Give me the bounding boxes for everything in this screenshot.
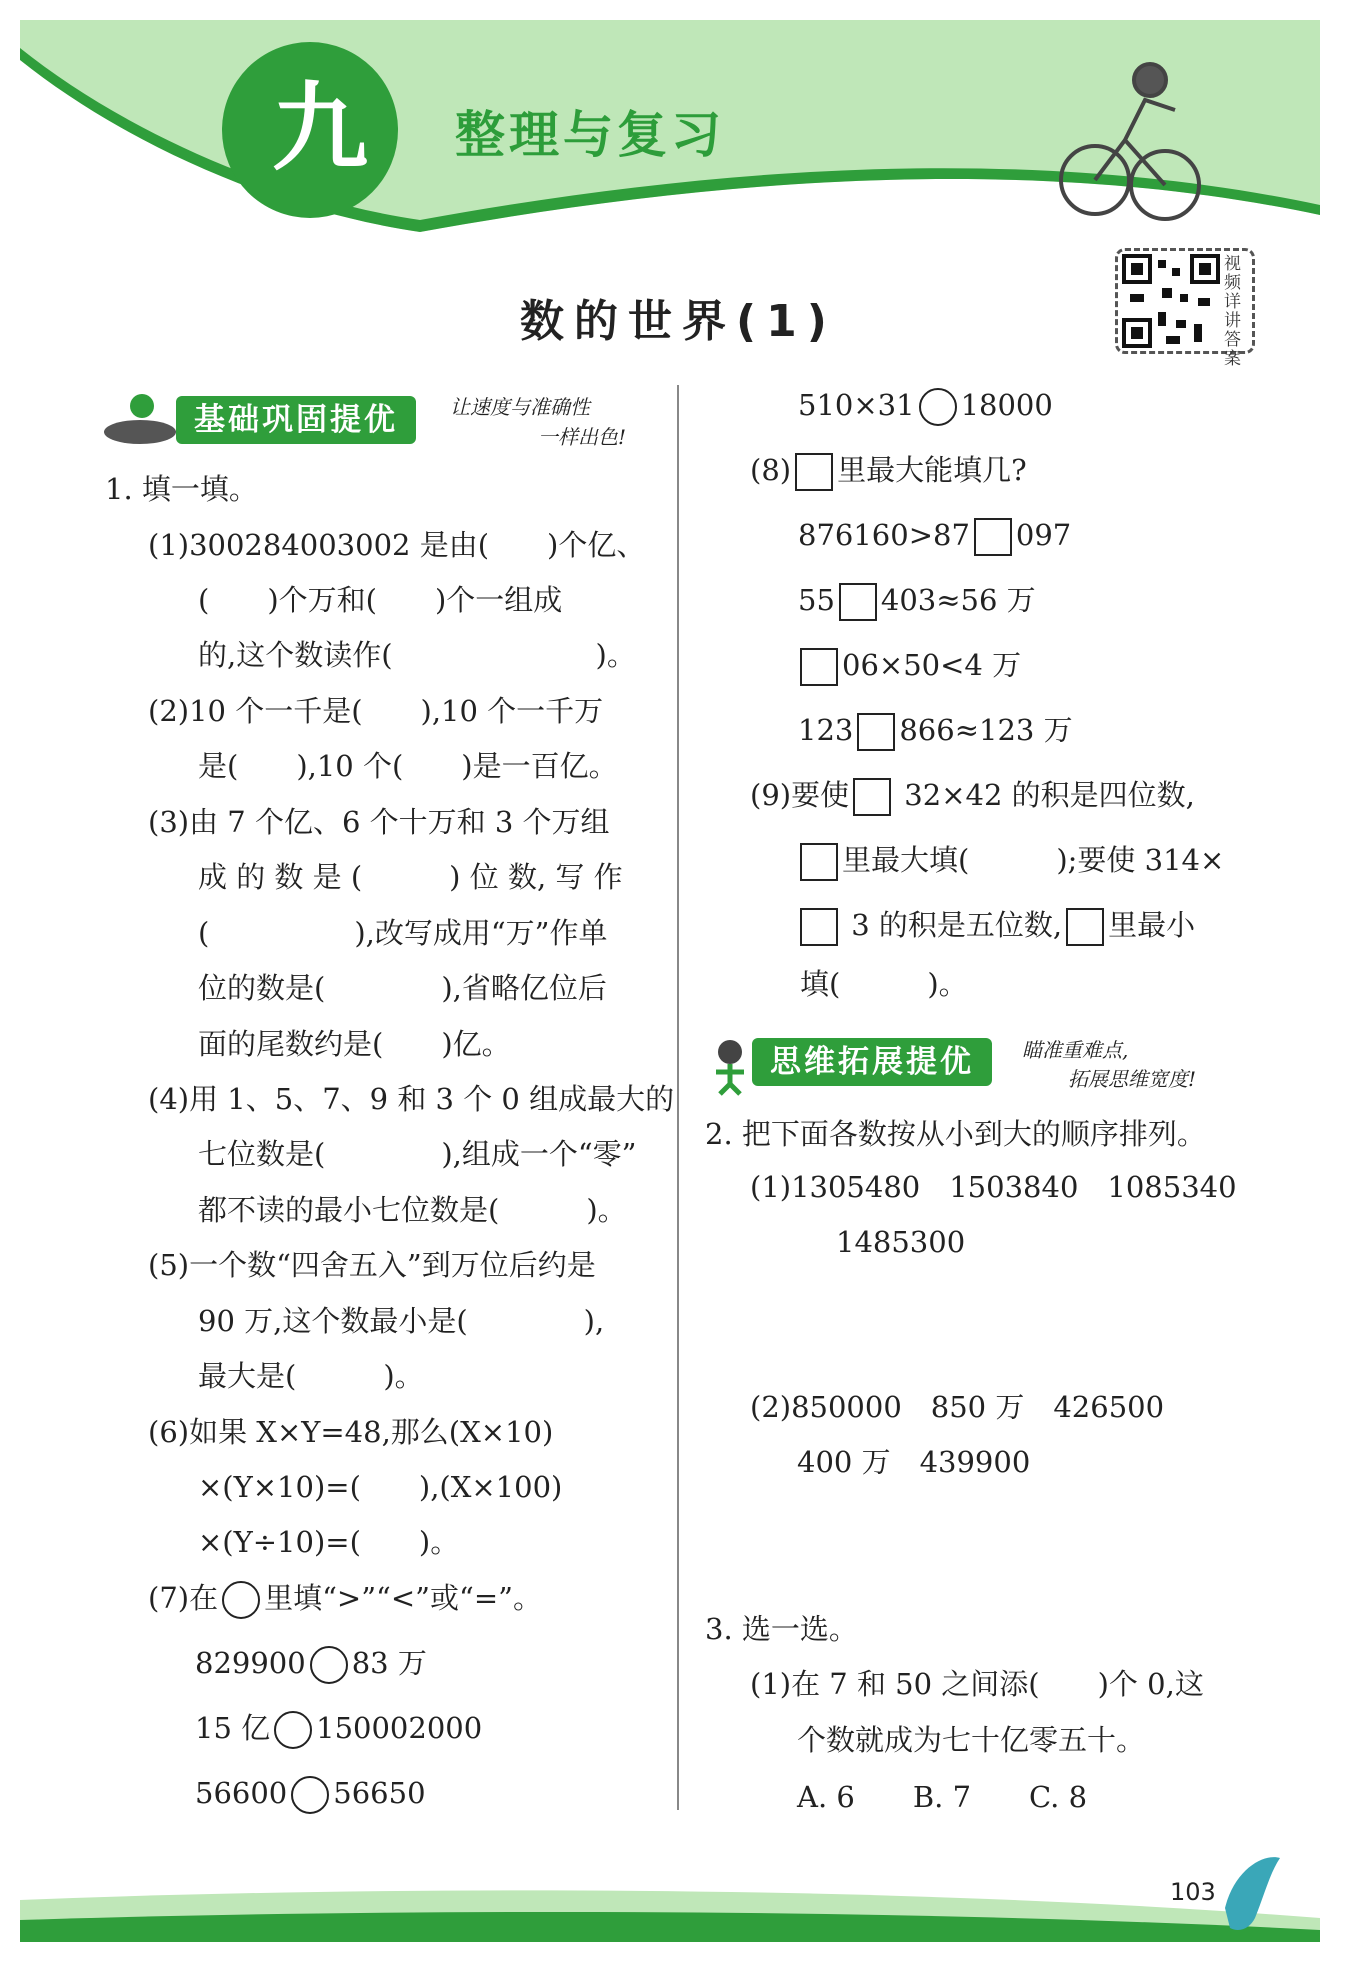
answer-box[interactable] [853, 778, 891, 816]
answer-circle[interactable] [310, 1646, 348, 1684]
chapter-title: 整理与复习 [455, 106, 725, 164]
section-note-extend-2: 拓展思维宽度! [1068, 1067, 1197, 1091]
q2-line: 1485300 [836, 1225, 966, 1259]
section-badge-basic: 基础巩固提优 [176, 396, 416, 444]
q7-prefix: (7)在 [148, 1581, 219, 1615]
answer-circle[interactable] [274, 1711, 312, 1749]
q9-line [796, 903, 1195, 947]
q1-line: 是( ),10 个( )是一百亿。 [198, 749, 618, 783]
q9-text: 3 的积是五位数, [842, 908, 1063, 942]
q1-line: 都不读的最小七位数是( )。 [198, 1193, 627, 1227]
fill-row [798, 578, 1036, 622]
q3-options: A. 6 B. 7 C. 8 [797, 1780, 1088, 1814]
answer-circle[interactable] [222, 1581, 260, 1619]
q1-line: (3)由 7 个亿、6 个十万和 3 个万组 [148, 805, 610, 839]
compare-left: 56600 [195, 1776, 288, 1810]
compare-right: 18000 [960, 388, 1053, 422]
fill-right: 06×50<4 万 [842, 648, 1022, 682]
q3-line: (1)在 7 和 50 之间添( )个 0,这 [750, 1667, 1204, 1701]
q1-line: (5)一个数“四舍五入”到万位后约是 [148, 1248, 596, 1282]
qr-caption: 视频详讲答案 [1224, 254, 1241, 369]
fill-left: 55 [798, 583, 835, 617]
dolphin-icon [1215, 1848, 1285, 1938]
q9-prefix: (9)要使 [750, 778, 850, 812]
answer-box[interactable] [800, 908, 838, 946]
q1-line: (4)用 1、5、7、9 和 3 个 0 组成最大的 [148, 1082, 675, 1116]
question-1-title: 1. 填一填。 [105, 472, 258, 506]
question-2-title: 2. 把下面各数按从小到大的顺序排列。 [705, 1117, 1206, 1151]
q7-instruction: 里填“>”“<”或“=”。 [264, 1581, 542, 1615]
answer-box[interactable] [795, 453, 833, 491]
compare-right: 150002000 [316, 1711, 483, 1745]
chapter-number: 九 [272, 72, 368, 184]
q3-line: 个数就成为七十亿零五十。 [797, 1723, 1146, 1757]
answer-circle[interactable] [919, 388, 957, 426]
fill-left: 123 [798, 713, 854, 747]
compare-right: 83 万 [351, 1646, 427, 1680]
fill-right: 866≈123 万 [899, 713, 1073, 747]
compare-left: 15 亿 [195, 1711, 271, 1745]
compare-row [195, 1706, 482, 1750]
fill-row [798, 513, 1071, 557]
footer-band [0, 1890, 1350, 1975]
answer-box[interactable] [839, 583, 877, 621]
q1-line: 的,这个数读作( )。 [198, 638, 636, 672]
answer-box[interactable] [1066, 908, 1104, 946]
q1-line: (2)10 个一千是( ),10 个一千万 [148, 694, 604, 728]
answer-box[interactable] [800, 843, 838, 881]
qr-code[interactable] [1115, 248, 1255, 369]
section-badge-extend: 思维拓展提优 [752, 1038, 992, 1086]
q8-line [750, 448, 1027, 492]
lesson-title: 数的世界(1) [520, 296, 837, 347]
section-note-basic-2: 一样出色! [538, 425, 627, 449]
compare-left: 829900 [195, 1646, 306, 1680]
q9-text: 里最大填( );要使 314× [842, 843, 1225, 877]
column-divider [677, 385, 679, 1810]
q1-line: (6)如果 X×Y=48,那么(X×10) [148, 1415, 554, 1449]
q8-text: 里最大能填几? [837, 453, 1027, 487]
q1-line: ( )个万和( )个一组成 [198, 583, 563, 617]
q1-line: (1)300284003002 是由( )个亿、 [148, 528, 646, 562]
q9-line [796, 838, 1224, 882]
q1-line: ×(Y÷10)=( )。 [198, 1525, 460, 1559]
q2-line: 400 万 439900 [797, 1445, 1031, 1479]
compare-left: 510×31 [798, 388, 915, 422]
fill-row [798, 708, 1073, 752]
section-note-basic-1: 让速度与准确性 [450, 395, 590, 419]
q1-line: 七位数是( ),组成一个“零” [198, 1137, 637, 1171]
fill-row [796, 643, 1021, 687]
q1-line: 面的尾数约是( )亿。 [198, 1027, 511, 1061]
qr-pattern-icon [1122, 254, 1222, 350]
q1-line: ×(Y×10)=( ),(X×100) [198, 1470, 563, 1504]
fill-right: 097 [1015, 518, 1072, 552]
q1-line-7 [148, 1576, 542, 1620]
q1-line: 位的数是( ),省略亿位后 [198, 971, 607, 1005]
compare-row [195, 1771, 426, 1815]
q2-line: (2)850000 850 万 426500 [750, 1390, 1165, 1424]
q1-line: 最大是( )。 [198, 1359, 424, 1393]
kid-mascot-icon [706, 1036, 754, 1096]
compare-right: 56650 [333, 1776, 426, 1810]
compare-row [798, 383, 1053, 427]
fill-right: 403≈56 万 [880, 583, 1036, 617]
section-note-extend-1: 瞄准重难点, [1022, 1038, 1129, 1062]
q2-line: (1)1305480 1503840 1085340 [750, 1170, 1237, 1204]
q8-prefix: (8) [750, 453, 792, 487]
question-3-title: 3. 选一选。 [705, 1612, 858, 1646]
q9-text: 32×42 的积是四位数, [895, 778, 1195, 812]
answer-box[interactable] [974, 518, 1012, 556]
racecar-kid-icon [100, 388, 180, 448]
q9-line: 填( )。 [800, 967, 968, 1001]
q1-line: 成 的 数 是 ( ) 位 数, 写 作 [198, 860, 623, 894]
q1-line: ( ),改写成用“万”作单 [198, 916, 608, 950]
compare-row [195, 1641, 427, 1685]
answer-box[interactable] [800, 648, 838, 686]
q9-line [750, 773, 1195, 817]
answer-circle[interactable] [291, 1776, 329, 1814]
q9-text: 里最小 [1108, 908, 1196, 942]
page-number: 103 [1170, 1878, 1216, 1906]
fill-left: 876160>87 [798, 518, 970, 552]
answer-box[interactable] [857, 713, 895, 751]
q1-line: 90 万,这个数最小是( ), [198, 1304, 605, 1338]
